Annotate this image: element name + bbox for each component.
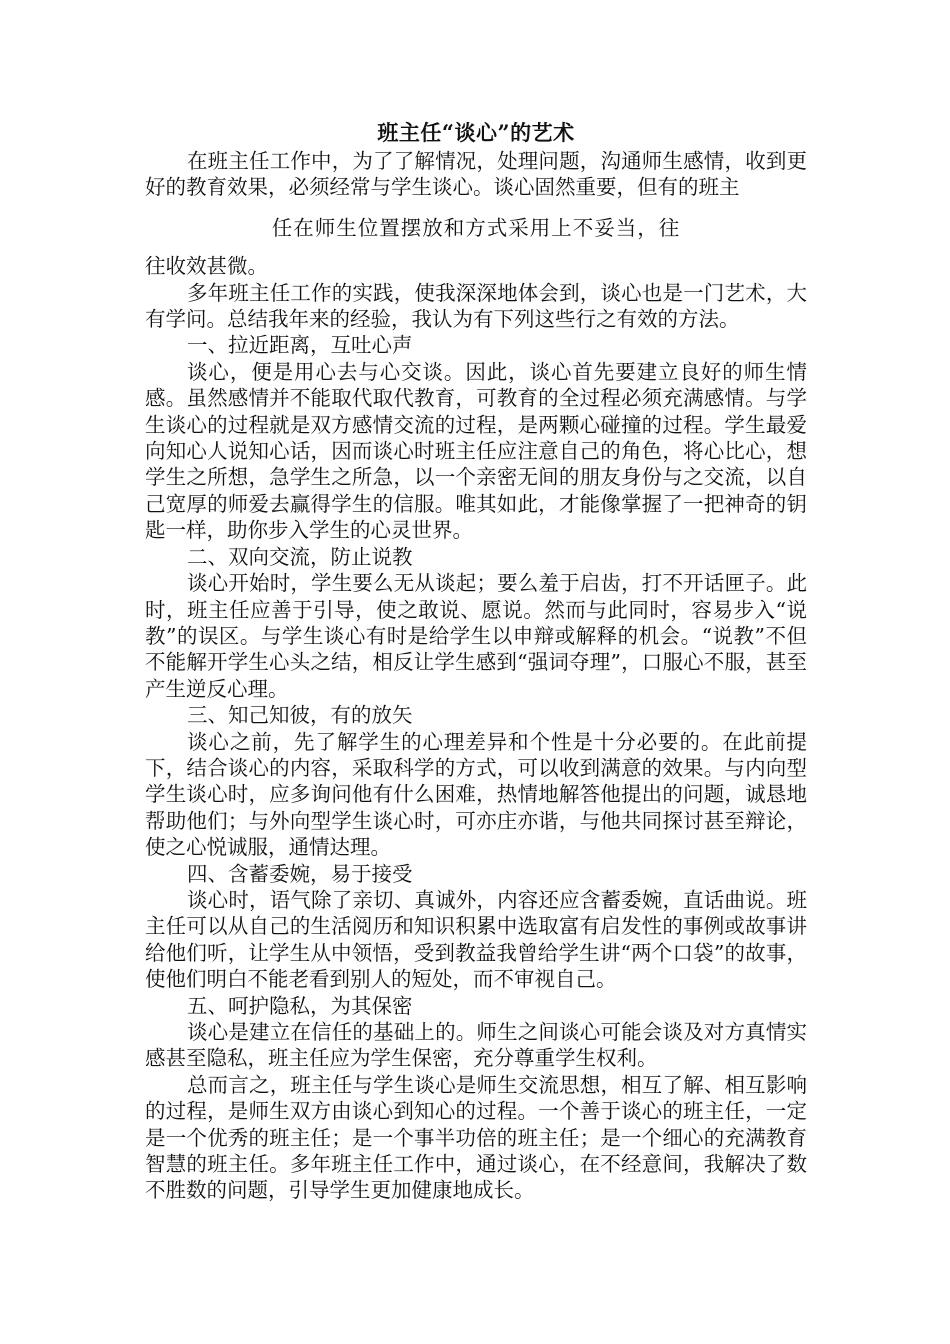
section-heading-1: 一、拉近距离，互吐心声 [187, 333, 413, 358]
intro-paragraph: 在班主任工作中，为了了解情况，处理问题，沟通师生感情，收到更好的教育效果，必须经常与学生谈心。谈心固然重要，但有的班主 [145, 149, 807, 200]
experience-paragraph: 多年班主任工作的实践，使我深深地体会到，谈心也是一门艺术，大有学问。总结我年来的经验，我认为有下列这些行之有效的方法。 [145, 280, 807, 332]
document-title: 班主任“谈心”的艺术 [377, 120, 575, 145]
intro-centered-line: 任在师生位置摆放和方式采用上不妥当，往 [271, 215, 681, 240]
intro-continuation: 往收效甚微。 [145, 254, 268, 279]
document-page [145, 118, 807, 1204]
section-body-1: 谈心，便是用心去与心交谈。因此，谈心首先要建立良好的师生情感。虽然感情并不能取代取代教育，可教育的全过程必须充满感情。与学生谈心的过程就是双方感情交流的过程，是两颗心碰撞的过程。学生最爱向知心人说知心话，因而谈心时班主任应注意自己的角色，将心比心，想学生之所想，急学生之所急，以一个亲密无间的朋友身份与之交流，以自己宽厚的师爱去赢得学生的信服。唯其如此，才能像掌握了一把神奇的钥匙一样，助你步入学生的心灵世界。 [145, 359, 807, 543]
section-body-3: 谈心之前，先了解学生的心理差异和个性是十分必要的。在此前提下，结合谈心的内容，采取科学的方式，可以收到满意的效果。与内向型学生谈心时，应多询问他有什么困难，热情地解答他提出的问题，诚恳地帮助他们；与外向型学生谈心时，可亦庄亦谐，与他共同探讨甚至辩论，使之心悦诚服，通情达理。 [145, 729, 807, 860]
section-body-5: 谈心是建立在信任的基础上的。师生之间谈心可能会谈及对方真情实感甚至隐私，班主任应为学生保密，充分尊重学生权利。 [145, 1020, 807, 1071]
section-heading-5: 五、呵护隐私，为其保密 [187, 993, 413, 1018]
section-body-4: 谈心时，语气除了亲切、真诚外，内容还应含蓄委婉，直话曲说。班主任可以从自己的生活阅历和知识积累中选取富有启发性的事例或故事讲给他们听，让学生从中领悟，受到教益我曾给学生讲“两个口袋”的故事，使他们明白不能老看到别人的短处，而不审视自己。 [145, 887, 807, 992]
section-heading-2: 二、双向交流，防止说教 [187, 544, 413, 569]
section-heading-3: 三、知己知彼，有的放矢 [187, 703, 413, 728]
section-body-2: 谈心开始时，学生要么无从谈起；要么羞于启齿，打不开话匣子。此时，班主任应善于引导，使之敢说、愿说。然而与此同时，容易步入“说教”的误区。与学生谈心有时是给学生以申辩或解释的机会。“说教”不但不能解开学生心头之结，相反让学生感到“强词夺理”，口服心不服，甚至产生逆反心理。 [145, 571, 807, 701]
section-heading-4: 四、含蓄委婉，易于接受 [187, 861, 413, 886]
conclusion-paragraph: 总而言之，班主任与学生谈心是师生交流思想，相互了解、相互影响的过程，是师生双方由谈心到知心的过程。一个善于谈心的班主任，一定是一个优秀的班主任；是一个事半功倍的班主任；是一个细心的充满教育智慧的班主任。多年班主任工作中，通过谈心，在不经意间，我解决了数不胜数的问题，引导学生更加健康地成长。 [145, 1072, 807, 1203]
